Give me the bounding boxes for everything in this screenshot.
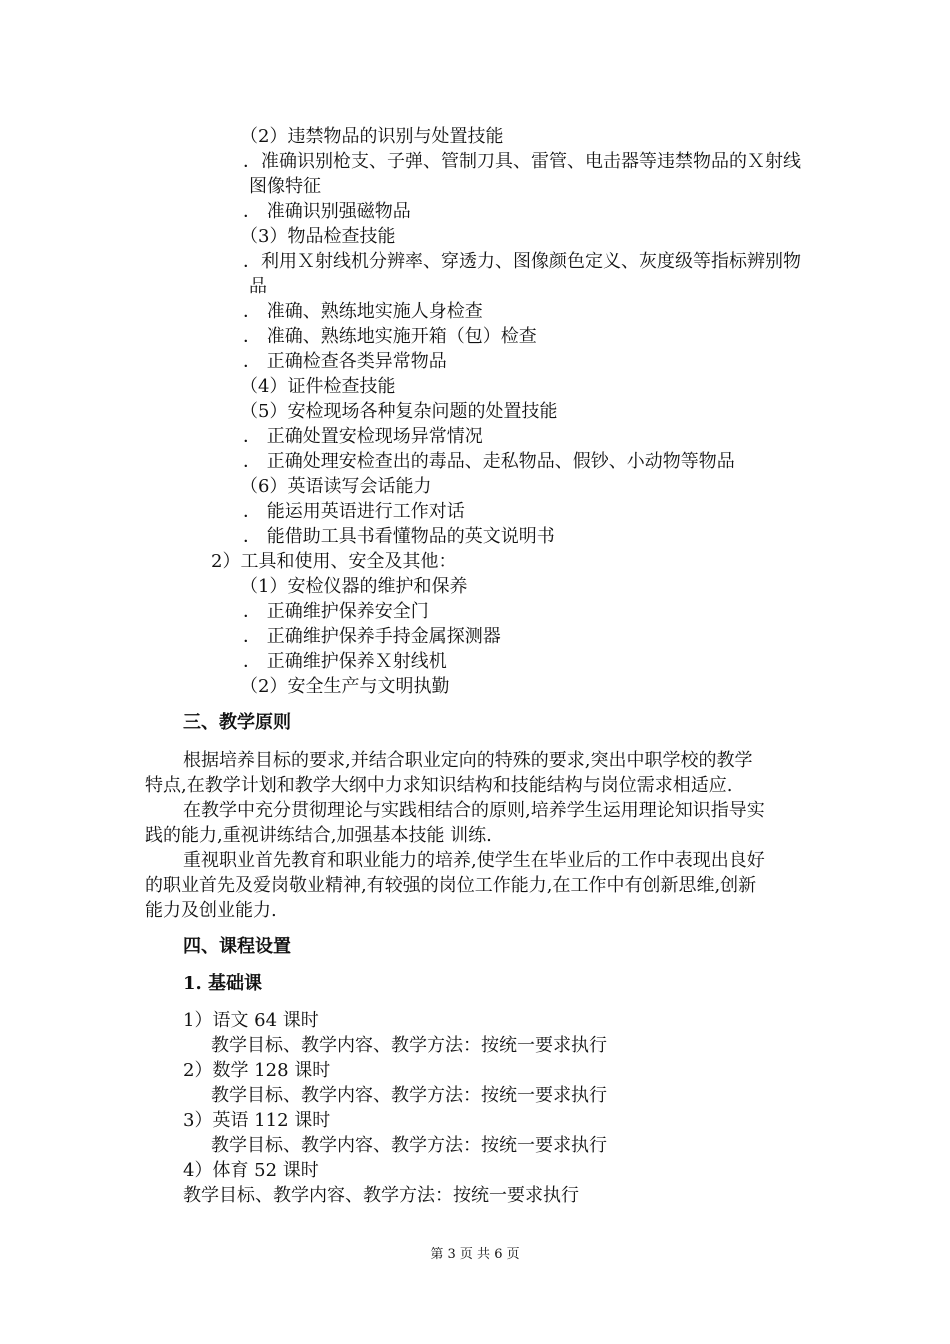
principles-paragraph-3-line-1: 重视职业首先教育和职业能力的培养,使学生在毕业后的工作中表现出良好 [183, 850, 765, 871]
course-3-title: 3）英语 112 课时 [183, 1110, 331, 1131]
tools-item-1-title: （1）安检仪器的维护和保养 [240, 576, 468, 597]
section-heading-courses: 四、课程设置 [183, 936, 291, 957]
tools-item-1-bullet-2: ． 正确维护保养手持金属探测器 [243, 626, 501, 647]
skill-item-4-title: （4）证件检查技能 [240, 376, 396, 397]
section-heading-principles: 三、教学原则 [183, 712, 291, 733]
course-2-description: 教学目标、教学内容、教学方法：按统一要求执行 [211, 1085, 607, 1106]
skill-item-6-bullet-1: ． 能运用英语进行工作对话 [243, 501, 465, 522]
skill-item-6-title: （6）英语读写会话能力 [240, 476, 432, 497]
course-4-description: 教学目标、教学内容、教学方法：按统一要求执行 [183, 1185, 579, 1206]
skill-item-5-title: （5）安检现场各种复杂问题的处置技能 [240, 401, 558, 422]
course-1-description: 教学目标、教学内容、教学方法：按统一要求执行 [211, 1035, 607, 1056]
skill-item-5-bullet-2: ． 正确处理安检查出的毒品、走私物品、假钞、小动物等物品 [243, 451, 735, 472]
page-footer-page-number: 第 3 页 共 6 页 [430, 1247, 520, 1262]
principles-paragraph-1-line-1: 根据培养目标的要求,并结合职业定向的特殊的要求,突出中职学校的教学 [183, 750, 753, 771]
principles-paragraph-3-line-3: 能力及创业能力. [145, 900, 277, 921]
skill-item-2-bullet-1-line-1: ．准确识别枪支、子弹、管制刀具、雷管、电击器等违禁物品的Ｘ射线 [243, 151, 801, 172]
skill-item-5-bullet-1: ． 正确处置安检现场异常情况 [243, 426, 483, 447]
principles-paragraph-2-line-1: 在教学中充分贯彻理论与实践相结合的原则,培养学生运用理论知识指导实 [183, 800, 765, 821]
course-2-title: 2）数学 128 课时 [183, 1060, 331, 1081]
skill-item-3-bullet-2: ． 准确、熟练地实施人身检查 [243, 301, 483, 322]
tools-item-2-title: （2）安全生产与文明执勤 [240, 676, 450, 697]
course-4-title: 4）体育 52 课时 [183, 1160, 319, 1181]
skill-item-2-bullet-1-line-2: 图像特征 [249, 176, 321, 197]
skill-item-3-bullet-4: ． 正确检查各类异常物品 [243, 351, 447, 372]
skill-item-2-title: （2）违禁物品的识别与处置技能 [240, 126, 504, 147]
principles-paragraph-3-line-2: 的职业首先及爱岗敬业精神,有较强的岗位工作能力,在工作中有创新思维,创新 [145, 875, 757, 896]
subsection-heading-basic-courses: 1. 基础课 [183, 973, 263, 994]
skill-item-2-bullet-2: ． 准确识别强磁物品 [243, 201, 411, 222]
tools-group-title: 2）工具和使用、安全及其他： [211, 551, 457, 572]
principles-paragraph-1-line-2: 特点,在教学计划和教学大纲中力求知识结构和技能结构与岗位需求相适应. [145, 775, 733, 796]
skill-item-6-bullet-2: ． 能借助工具书看懂物品的英文说明书 [243, 526, 555, 547]
tools-item-1-bullet-1: ． 正确维护保养安全门 [243, 601, 429, 622]
principles-paragraph-2-line-2: 践的能力,重视讲练结合,加强基本技能 训练. [145, 825, 492, 846]
course-1-title: 1）语文 64 课时 [183, 1010, 319, 1031]
skill-item-3-bullet-3: ． 准确、熟练地实施开箱（包）检查 [243, 326, 537, 347]
tools-item-1-bullet-3: ． 正确维护保养Ｘ射线机 [243, 651, 447, 672]
course-3-description: 教学目标、教学内容、教学方法：按统一要求执行 [211, 1135, 607, 1156]
skill-item-3-bullet-1-line-1: ．利用Ｘ射线机分辨率、穿透力、图像颜色定义、灰度级等指标辨别物 [243, 251, 801, 272]
skill-item-3-title: （3）物品检查技能 [240, 226, 396, 247]
skill-item-3-bullet-1-line-2: 品 [249, 276, 267, 297]
